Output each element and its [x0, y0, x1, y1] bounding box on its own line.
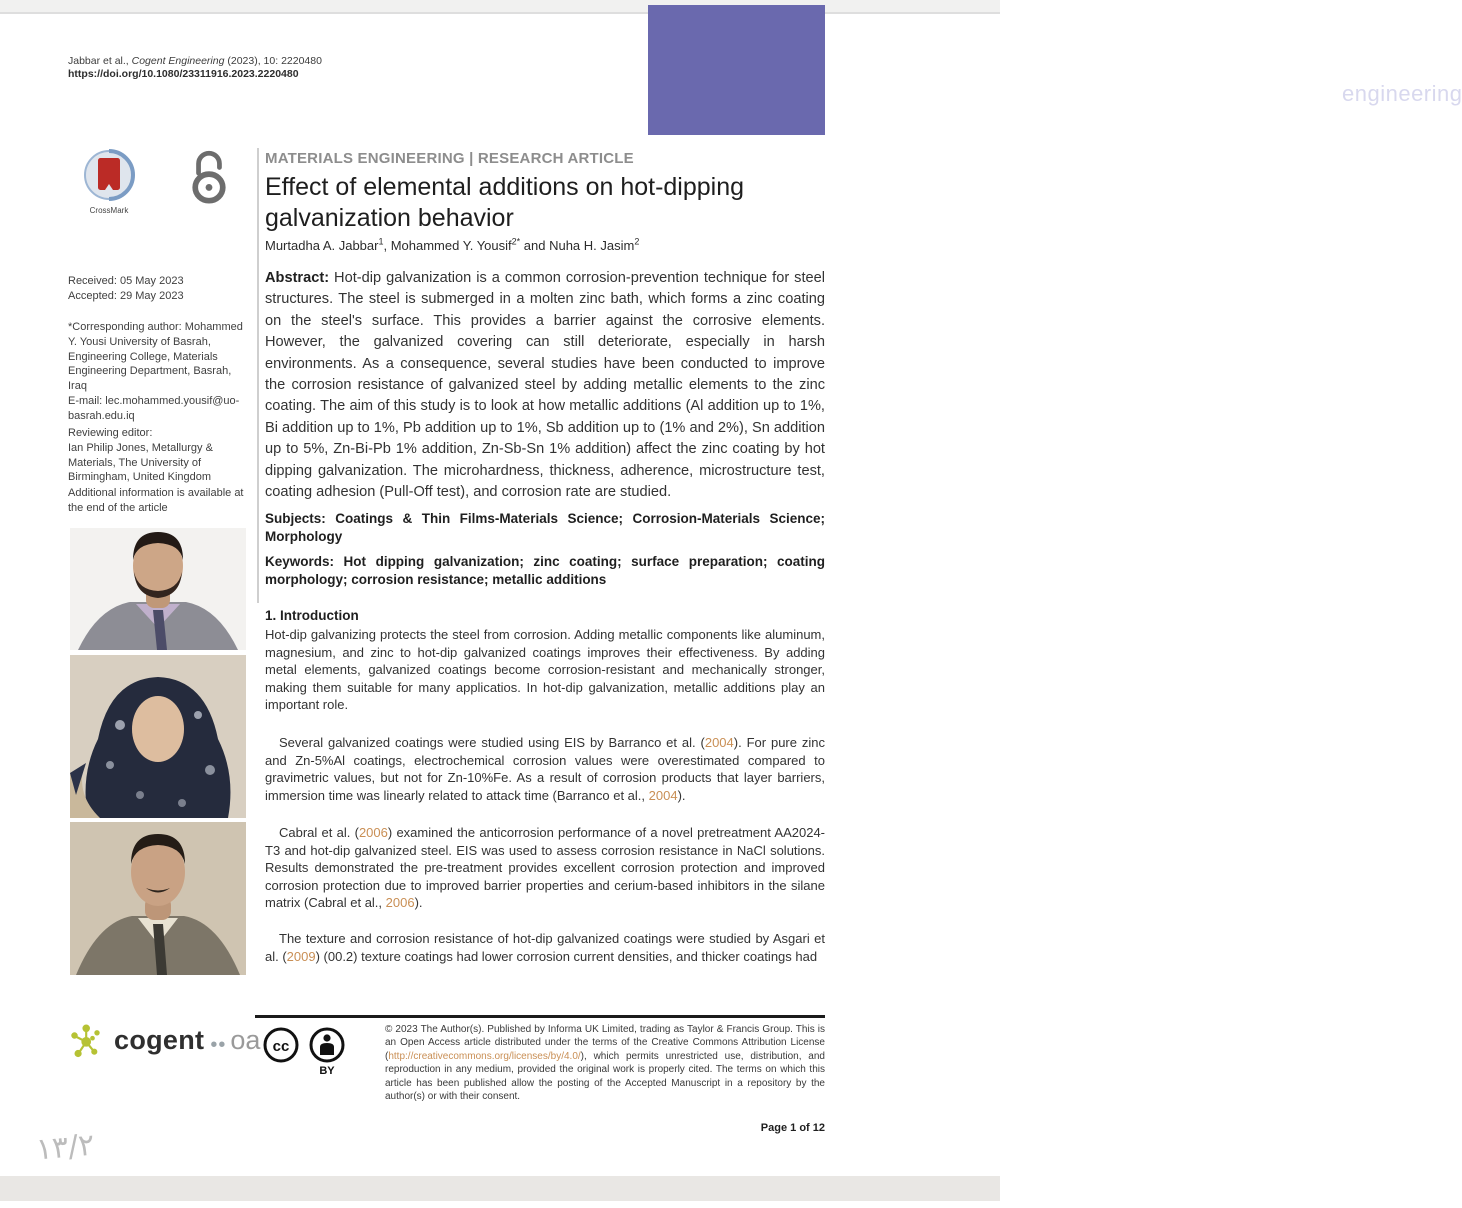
cc-icon [262, 1026, 300, 1076]
paragraph-2-text: Several galvanized coatings were studied using EIS by Barranco et al. ( [279, 735, 705, 750]
cogent-oa-suffix: oa [230, 1024, 261, 1055]
keywords-label: Keywords: [265, 554, 335, 569]
citation-link-2004[interactable]: 2004 [648, 787, 678, 803]
dates-block [68, 274, 252, 304]
email-link[interactable]: lec.mohammed.yousif@uo-basrah.edu.iq [68, 394, 240, 422]
subjects-label: Subjects: [265, 511, 326, 526]
citation-link-2009[interactable]: 2009 [286, 948, 316, 964]
author-1: Murtadha A. Jabbar [265, 238, 379, 253]
journal-brand-name: cogent [1340, 51, 1422, 78]
author-2: , Mohammed Y. Yousif [383, 238, 512, 253]
svg-text:BY: BY [319, 1065, 335, 1077]
copyright-part-1: © 2023 The Author(s). Published by Informa UK Limited, trading as Taylor & Francis Group. This is an Open Access article distributed under the terms of the Creative Commons Attribution License ( [385, 1024, 825, 1062]
article-title: Effect of elemental additions on hot-dipping galvanization behavior [265, 173, 745, 232]
bottom-scan-bar [0, 1176, 1000, 1201]
author-photo-1 [70, 528, 246, 650]
paragraph-4 [265, 930, 825, 965]
journal-logo-box [648, 5, 1462, 135]
author-photo-3 [70, 822, 246, 975]
citation-link-2006[interactable]: 2006 [385, 895, 415, 911]
paragraph-4-text: ) (00.2) texture coatings had lower corrosion current densities, and thicker coatings had [315, 948, 818, 964]
paragraph-3-text: ) examined the anticorrosion performance of a novel pretreatment AA2024-T3 and hot-dip galvanized steel. EIS was used to assess corrosion resistance in NaCl solutions. Results demonstrated the pre-treatment provides excellent corrosion protection and improved corrosion protection due to improved barrier properties and cerium-based inhibitors in the silane matrix (Cabral et al., [265, 825, 825, 911]
received-date: Received: 05 May 2023 [68, 275, 184, 287]
cc-license-badges[interactable] [262, 1026, 346, 1076]
citation-link-2004[interactable]: 2004 [704, 735, 734, 750]
cc-by-icon [308, 1026, 346, 1076]
page-number: Page 1 of 12 [760, 1122, 825, 1134]
crossmark-icon [84, 150, 134, 200]
subjects-line [265, 510, 825, 545]
paragraph-3 [265, 824, 825, 912]
cogent-oa-logo [70, 1020, 260, 1060]
crossmark-label: CrossMark [89, 206, 129, 215]
author-photo-2 [70, 655, 246, 818]
keywords-line [265, 553, 825, 588]
reviewing-editor-label: Reviewing editor: [68, 427, 153, 439]
subjects-text: Coatings & Thin Films-Materials Science; Corrosion-Materials Science; Morphology [265, 511, 825, 544]
author-3: and Nuha H. Jasim [520, 238, 635, 253]
paragraph-3-text: ). [414, 895, 423, 911]
cogent-oa-dots: •• [210, 1033, 227, 1056]
paragraph-4-text: The texture and corrosion resistance of hot-dip galvanized coatings were studied by Asgari et al. ( [265, 931, 825, 964]
additional-info: Additional information is available at the end of the article [68, 487, 244, 514]
open-access-icon [190, 148, 228, 204]
abstract-text: Hot-dip galvanization is a common corrosion-prevention technique for steel structures. The steel is submerged in a molten zinc bath, which forms a zinc coating on the steel's surface. This provides a barrier against the corrosive elements. However, the galvanized covering can still deteriorate, especially in harsh environments. As a consequence, several studies have been conducted to improve the corrosion resistance of galvanized steel by adding metallic elements to the zinc coating. The aim of this study is to look at how metallic additions (Al addition up to 1%, Bi addition up to 1%, Pb addition up to 1%, Sb addition up to (1% and 2%), Sn addition up to 5%, Zn-Bi-Pb 1% addition, Zn-Sb-Sn 1% addition) affect the zinc coating by hot dipping galvanization. The microhardness, thickness, adherence, microstructure test, coating adhesion (Pull-Off test), and corrosion rate are studied. [265, 270, 825, 501]
handwritten-note: ١٣/٢ [34, 1127, 96, 1168]
footer-rule [255, 1015, 825, 1018]
journal-brand-subtitle: engineering [1342, 81, 1462, 106]
section-header: MATERIALS ENGINEERING | RESEARCH ARTICLE [265, 150, 634, 167]
cogent-oa-molecule-icon [70, 1022, 106, 1058]
copyright-text [385, 1023, 825, 1103]
copyright-part-2: ), which permits unrestricted use, distribution, and reproduction in any medium, provided the original work is properly cited. The terms on which this article has been published allow the posting of the Accepted Manuscript in a repository by the author(s) or with their consent. [385, 1050, 825, 1103]
column-divider [257, 148, 259, 603]
corresponding-author-block [68, 320, 252, 424]
abstract-label: Abstract: [265, 270, 330, 286]
author-1-affil: 1 [378, 236, 384, 247]
author-2-affil: 2* [511, 236, 521, 247]
paragraph-3-text: Cabral et al. ( [279, 825, 359, 840]
license-url-link[interactable]: http://creativecommons.org/licenses/by/4.0/ [388, 1050, 581, 1062]
citation-authors: Jabbar et al., [68, 55, 132, 67]
paragraph-1: Hot-dip galvanizing protects the steel from corrosion. Adding metallic components like aluminum, magnesium, and zinc to hot-dip galvanized coatings improves their effectiveness. By adding metal elements, galvanized coatings become corrosion-resistant and mechanically stronger, making them suitable for many applicatios. In hot-dip galvanization, metallic additions play an important role. [265, 627, 825, 713]
author-3-affil: 2 [634, 236, 640, 247]
abstract [265, 268, 825, 503]
svg-text:cc: cc [272, 1038, 290, 1055]
paragraph-2-text: ). [677, 787, 686, 803]
citation-link-2006[interactable]: 2006 [358, 825, 388, 840]
cogent-molecule-icon [1304, 53, 1336, 85]
accepted-date: Accepted: 29 May 2023 [68, 289, 184, 302]
paragraph-2-text: ). For pure zinc and Zn-5%Al coatings, electrochemical corrosion values were overestimated compared to gravimetric values, but not for Zn-10%Fe. As a result of corrosion products that layer barriers, immersion time was linearly related to attack time (Barranco et al., [265, 735, 825, 803]
top-scan-strip [0, 0, 1000, 14]
paragraph-2 [265, 734, 825, 804]
corresponding-author: *Corresponding author: Mohammed Y. Yousi University of Basrah, Engineering College, Materials Engineering Department, Basrah, Iraq [68, 321, 243, 393]
citation-journal: Cogent Engineering [131, 55, 225, 67]
intro-heading: 1. Introduction [265, 608, 359, 623]
doi-link[interactable]: https://doi.org/10.1080/23311916.2023.2220480 [68, 68, 299, 80]
crossmark-badge[interactable] [80, 150, 138, 215]
cogent-oa-brand: cogent [114, 1024, 205, 1055]
reviewing-editor: Ian Philip Jones, Metallurgy & Materials, The University of Birmingham, United Kingdom [68, 441, 213, 484]
citation-line [68, 54, 322, 68]
reviewing-editor-block [68, 426, 252, 485]
email-label: E-mail: [68, 394, 106, 407]
citation-volume: (2023), 10: 2220480 [224, 55, 322, 67]
keywords-text: Hot dipping galvanization; zinc coating; surface preparation; coating morphology; corrosion resistance; metallic additions [265, 554, 825, 587]
author-line [265, 238, 825, 253]
